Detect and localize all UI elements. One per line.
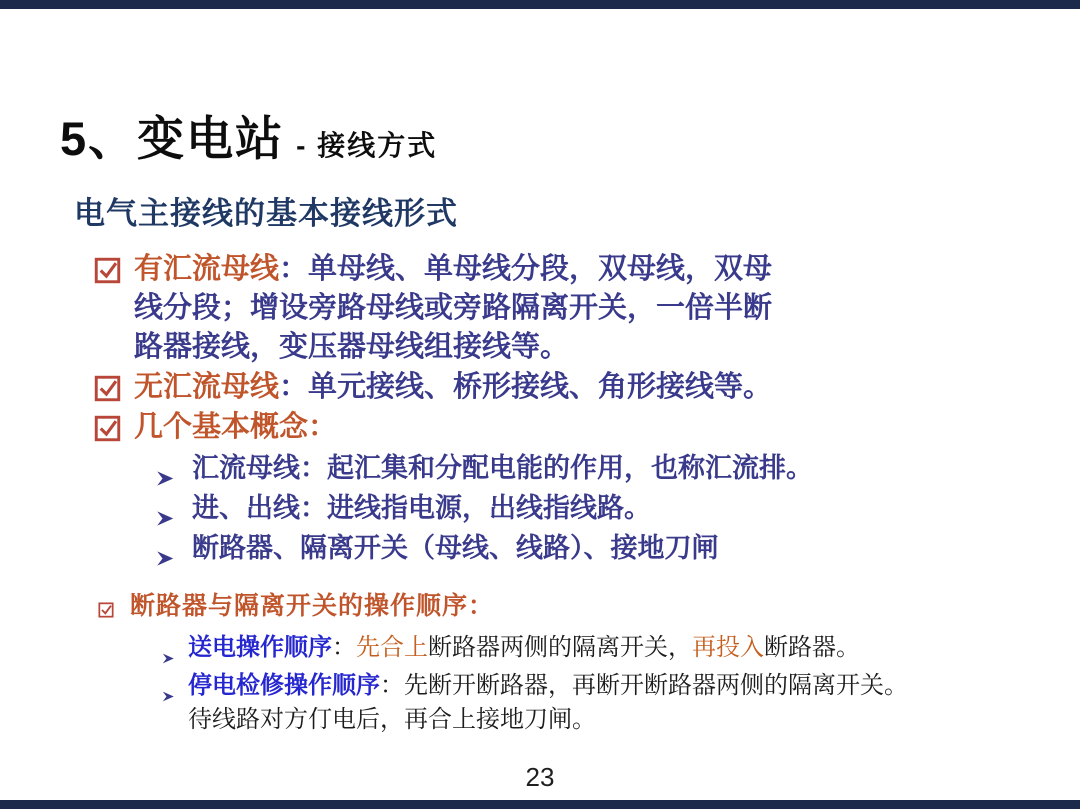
operations-header [98,586,494,622]
concept-item-in-out [156,488,996,528]
arrow-bullet-icon [162,641,175,654]
op-label: 停电检修操作顺序 [188,672,380,699]
bullet-label: 无汇流母线 [134,371,280,403]
op-item-energize [158,631,1048,665]
bullet-label: 几个基本概念： [134,411,338,443]
operation-list [158,631,1048,737]
section-heading: 电气主接线的基本接线形式 [74,196,458,231]
checkbox-checked-icon [94,374,121,401]
page-number: 23 [525,762,555,792]
arrow-bullet-icon [156,539,175,558]
checkbox-checked-icon [94,414,121,441]
bullet-text: ：单元接线、桥形接线、角形接线等。 [279,371,773,403]
bullet-item-busbar-yes [94,250,789,367]
op-colon: ： [332,634,356,661]
op-text: 断路器。 [764,634,860,661]
checkbox-checked-icon [98,596,114,612]
op-text: 断路器两侧的隔离开关， [428,634,692,661]
checkbox-checked-icon [94,256,121,283]
concept-list [156,448,996,568]
arrow-bullet-icon [162,679,175,692]
op-text: 待线路对方仃电后，再合上接地刀闸。 [188,706,596,733]
bullet-label: 有汇流母线 [134,253,280,285]
bullet-list [94,250,789,448]
bullet-item-busbar-no [94,368,789,407]
concept-item-breaker [156,528,996,568]
operations-header-text: 断路器与隔离开关的操作顺序： [130,592,495,620]
arrow-bullet-icon [156,499,175,518]
op-colon: ： [380,672,404,699]
op-text-highlight: 先合上 [356,634,428,661]
op-text-highlight: 再投入 [692,634,764,661]
title-main: 5、变电站 [60,112,285,165]
op-label: 送电操作顺序 [188,634,332,661]
concept-text: 进、出线：进线指电源，出线指线路。 [192,493,651,523]
concept-text: 汇流母线：起汇集和分配电能的作用，也称汇流排。 [192,453,813,483]
slide-title [60,102,437,169]
op-text: 先断开断路器，再断开断路器两侧的隔离开关。 [404,672,908,699]
concept-text: 断路器、隔离开关（母线、线路）、接地刀闸 [192,533,719,563]
bullet-item-concepts [94,408,789,447]
concept-item-busbar [156,448,996,488]
arrow-bullet-icon [156,459,175,478]
top-border-bar [0,0,1080,9]
op-item-deenergize [158,669,1048,737]
bullet-text: ：单母线、单母线分段，双母线，双母线分段；增设旁路母线或旁路隔离开关，一倍半断路器接线，变压器母线组接线等。 [134,253,773,363]
title-sub: - 接线方式 [296,130,438,161]
bottom-border-bar [0,800,1080,809]
